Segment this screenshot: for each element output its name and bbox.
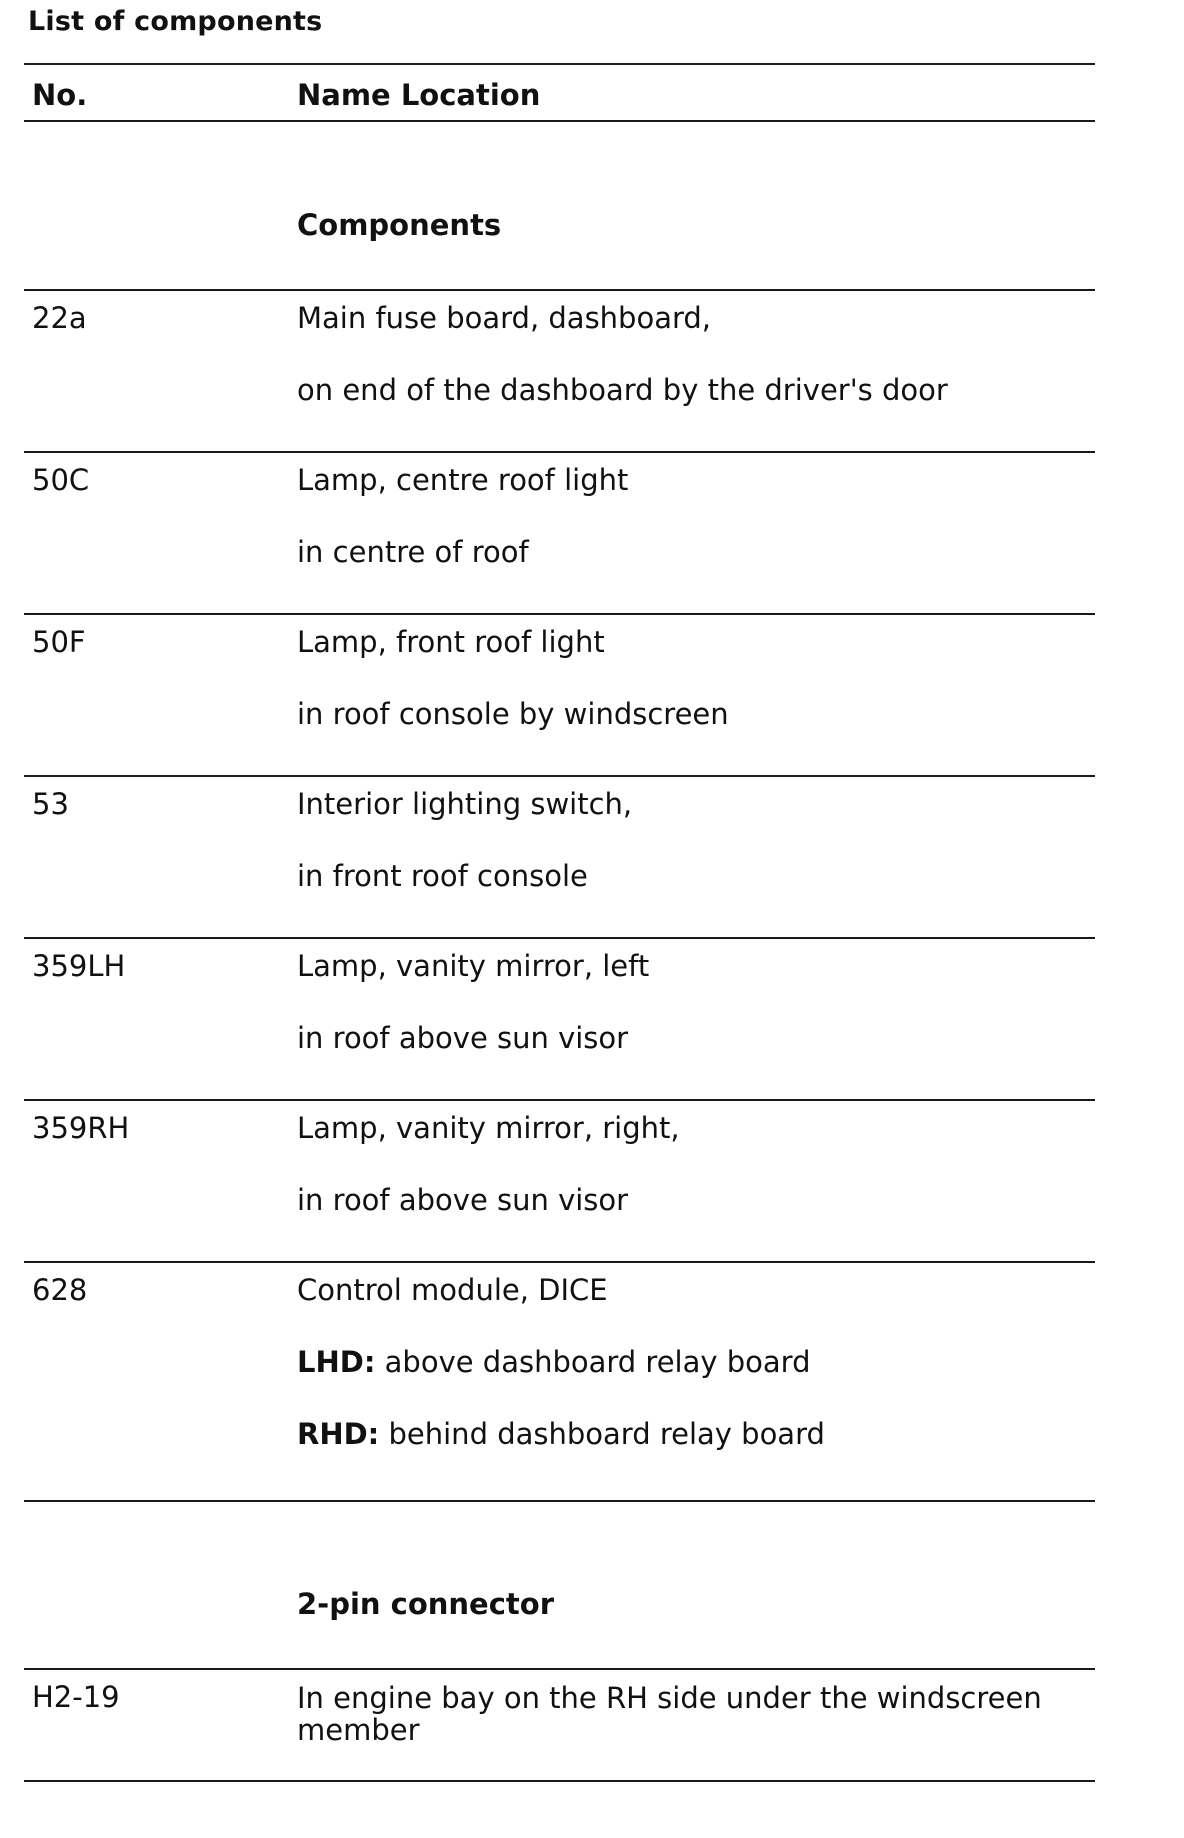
- table-row-h2-19-location: In engine bay on the RH side under the windscreen member: [297, 1681, 1042, 1748]
- table-row-628-name: Control module, DICE: [297, 1273, 608, 1307]
- table-row-50c-name: Lamp, centre roof light: [297, 463, 629, 497]
- table-row-50c-location: in centre of roof: [297, 535, 529, 569]
- table-row-50f-name: Lamp, front roof light: [297, 625, 605, 659]
- table-row-628-number: 628: [32, 1273, 88, 1307]
- section-heading-components: Components: [297, 208, 502, 242]
- table-row-53-location: in front roof console: [297, 859, 588, 893]
- table-row-359lh-name: Lamp, vanity mirror, left: [297, 949, 650, 983]
- table-row-53-number: 53: [32, 787, 69, 821]
- table-row-50f-number: 50F: [32, 625, 86, 659]
- table-row-50f-location: in roof console by windscreen: [297, 697, 729, 731]
- table-row-359lh-number: 359LH: [32, 949, 126, 983]
- rhd-label: RHD:: [297, 1417, 380, 1451]
- row-divider: [24, 613, 1095, 615]
- column-header-no: No.: [32, 78, 88, 112]
- table-row-628-location-lhd: [297, 1347, 811, 1379]
- table-row-359rh-name: Lamp, vanity mirror, right,: [297, 1111, 680, 1145]
- row-divider: [24, 1099, 1095, 1101]
- table-row-22a-name: Main fuse board, dashboard,: [297, 301, 712, 335]
- table-row-50c-number: 50C: [32, 463, 90, 497]
- header-top-rule: [24, 63, 1095, 65]
- row-divider: [24, 1261, 1095, 1263]
- section-heading-2-pin-connector: 2-pin connector: [297, 1587, 555, 1621]
- table-row-h2-19-number: H2-19: [32, 1680, 120, 1714]
- table-bottom-rule: [24, 1780, 1095, 1782]
- row-divider: [24, 1668, 1095, 1670]
- header-bottom-rule: [24, 120, 1095, 122]
- lhd-label: LHD:: [297, 1345, 376, 1379]
- table-row-359lh-location: in roof above sun visor: [297, 1021, 629, 1055]
- section-end-rule: [24, 1500, 1095, 1502]
- table-row-53-name: Interior lighting switch,: [297, 787, 633, 821]
- table-row-359rh-number: 359RH: [32, 1111, 130, 1145]
- row-divider: [24, 937, 1095, 939]
- table-row-22a-number: 22a: [32, 301, 87, 335]
- row-divider: [24, 289, 1095, 291]
- page-title: List of components: [28, 6, 323, 37]
- column-header-name-location: Name Location: [297, 78, 541, 112]
- table-row-22a-location: on end of the dashboard by the driver's door: [297, 373, 948, 407]
- row-divider: [24, 451, 1095, 453]
- table-row-359rh-location: in roof above sun visor: [297, 1183, 629, 1217]
- lhd-location: above dashboard relay board: [384, 1345, 811, 1379]
- table-row-628-location-rhd: [297, 1419, 825, 1451]
- row-divider: [24, 775, 1095, 777]
- rhd-location: behind dashboard relay board: [388, 1417, 825, 1451]
